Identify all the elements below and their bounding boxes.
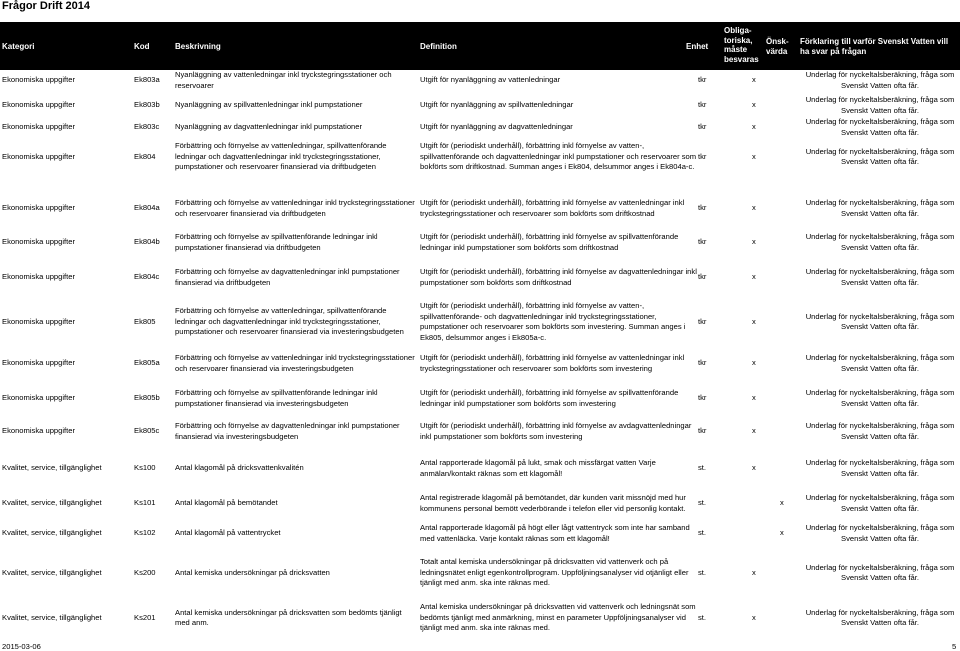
cell-kod: Ek803c bbox=[134, 122, 160, 131]
header-onskvarda: Önsk- värda bbox=[766, 37, 789, 56]
cell-obl: x bbox=[752, 151, 756, 161]
cell-obl: x bbox=[752, 358, 756, 367]
cell-cat: Ekonomiska uppgifter bbox=[2, 151, 76, 161]
cell-desc: Antal kemiska undersökningar på dricksvatten bbox=[175, 567, 330, 577]
cell-note: Underlag för nyckeltalsberäkning, fråga som Svenskt Vatten ofta får. bbox=[805, 311, 955, 332]
cell-enh: st. bbox=[698, 463, 707, 472]
cell-obl: x bbox=[752, 567, 756, 577]
cell-note: Underlag för nyckeltalsberäkning, fråga som Svenskt Vatten ofta får. bbox=[805, 523, 955, 543]
cell-def: Antal registrerade klagomål på bemötandet, där kunden varit missnöjd med hur kommunens personal bemött vederbörande i telefon eller vid personlig kontakt. bbox=[420, 493, 686, 513]
cell-note: Underlag för nyckeltalsberäkning, fråga som Svenskt Vatten ofta får. bbox=[805, 607, 955, 628]
cell-enh: tkr bbox=[698, 358, 707, 367]
cell-def: Utgift för nyanläggning av vattenledningar bbox=[420, 75, 561, 84]
cell-note: Underlag för nyckeltalsberäkning, fråga som Svenskt Vatten ofta får. bbox=[805, 421, 955, 441]
cell-desc: Antal kemiska undersökningar på dricksvatten som bedömts tjänligt med anm. bbox=[175, 607, 402, 628]
cell-kod: Ek804c bbox=[134, 272, 160, 281]
cell-desc: Antal klagomål på dricksvattenkvalitén bbox=[175, 463, 304, 472]
cell-desc: Förbättring och förnyelse av vattenledningar, spillvattenförande ledningar och dagvattenledningar inkl tryckstegringsstationer, pumpstationer och reservoarer finansierad via driftbudgeten bbox=[175, 141, 387, 172]
cell-kod: Ek804a bbox=[134, 203, 160, 212]
header-beskrivning: Beskrivning bbox=[175, 42, 221, 51]
cell-obl: x bbox=[752, 272, 756, 281]
cell-kod: Ek804b bbox=[134, 237, 160, 246]
cell-def: Utgift för nyanläggning av spillvattenledningar bbox=[420, 100, 574, 109]
cell-onsk: x bbox=[780, 498, 784, 507]
cell-cat: Ekonomiska uppgifter bbox=[2, 237, 76, 246]
cell-kod: Ks201 bbox=[134, 612, 156, 622]
cell-def: Utgift för (periodiskt underhåll), förbättring inkl förnyelse av vatten-, spillvattenförande och dagvattenledningar inkl pumpstationer och reservoarer som bokförts som driftkostnad. Summan anges i Ek804, delsummor anges i Ek804a-c. bbox=[420, 141, 697, 172]
cell-enh: tkr bbox=[698, 393, 707, 402]
cell-kod: Ek805c bbox=[134, 426, 160, 435]
table-header bbox=[0, 22, 960, 70]
cell-desc: Nyanläggning av vattenledningar inkl tryckstegringsstationer och reservoarer bbox=[175, 70, 392, 90]
cell-kod: Ek805b bbox=[134, 393, 160, 402]
cell-desc: Antal klagomål på bemötandet bbox=[175, 498, 278, 507]
cell-desc: Antal klagomål på vattentrycket bbox=[175, 528, 281, 537]
cell-note: Underlag för nyckeltalsberäkning, fråga som Svenskt Vatten ofta får. bbox=[805, 562, 955, 583]
cell-kod: Ek805a bbox=[134, 358, 160, 367]
cell-def: Utgift för (periodiskt underhåll), förbättring inkl förnyelse av vatten-, spillvattenförande- och dagvattenledningar inkl tryckstegringsstationer, pumpstationer och reservoarer som bokförts som investering. Summan anges i Ek805, delsummor anges i Ek805a-c. bbox=[420, 301, 686, 342]
header-obligatoriska: Obliga- toriska, måste besvaras bbox=[724, 26, 759, 64]
cell-note: Underlag för nyckeltalsberäkning, fråga som Svenskt Vatten ofta får. bbox=[805, 232, 955, 252]
cell-kod: Ek803a bbox=[134, 75, 160, 84]
cell-obl: x bbox=[752, 393, 756, 402]
cell-cat: Kvalitet, service, tillgänglighet bbox=[2, 612, 102, 622]
footer-date: 2015-03-06 bbox=[2, 642, 41, 651]
cell-cat: Kvalitet, service, tillgänglighet bbox=[2, 528, 102, 537]
cell-note: Underlag för nyckeltalsberäkning, fråga som Svenskt Vatten ofta får. bbox=[805, 146, 955, 167]
cell-cat: Kvalitet, service, tillgänglighet bbox=[2, 463, 102, 472]
cell-kod: Ks200 bbox=[134, 567, 156, 577]
cell-def: Utgift för (periodiskt underhåll), förbättring inkl förnyelse av spillvattenförande ledningar inkl pumpstationer som bokförts som driftkostnad bbox=[420, 232, 679, 252]
cell-note: Underlag för nyckeltalsberäkning, fråga som Svenskt Vatten ofta får. bbox=[805, 353, 955, 373]
cell-enh: st. bbox=[698, 528, 707, 537]
cell-cat: Ekonomiska uppgifter bbox=[2, 358, 76, 367]
cell-obl: x bbox=[752, 237, 756, 246]
cell-obl: x bbox=[752, 463, 756, 472]
cell-obl: x bbox=[752, 100, 756, 109]
cell-enh: tkr bbox=[698, 75, 707, 84]
cell-desc: Förbättring och förnyelse av vattenledningar inkl tryckstegringsstationer och reservoarer finansierad via driftbudgeten bbox=[175, 198, 415, 218]
cell-note: Underlag för nyckeltalsberäkning, fråga som Svenskt Vatten ofta får. bbox=[805, 458, 955, 478]
cell-enh: tkr bbox=[698, 122, 707, 131]
cell-note: Underlag för nyckeltalsberäkning, fråga som Svenskt Vatten ofta får. bbox=[805, 267, 955, 287]
cell-enh: tkr bbox=[698, 426, 707, 435]
cell-desc: Förbättring och förnyelse av spillvattenförande ledningar inkl pumpstationer finansierad via investeringsbudgeten bbox=[175, 388, 378, 408]
cell-enh: tkr bbox=[698, 272, 707, 281]
header-kategori: Kategori bbox=[2, 42, 35, 51]
cell-enh: st. bbox=[698, 567, 707, 577]
header-forklaring: Förklaring till varför Svenskt Vatten vill ha svar på frågan bbox=[800, 37, 949, 56]
cell-def: Utgift för nyanläggning av dagvattenledningar bbox=[420, 122, 573, 131]
cell-obl: x bbox=[752, 316, 756, 326]
cell-desc: Förbättring och förnyelse av dagvattenledningar inkl pumpstationer finansierad via investeringsbudgeten bbox=[175, 421, 400, 441]
cell-note: Underlag för nyckeltalsberäkning, fråga som Svenskt Vatten ofta får. bbox=[805, 388, 955, 408]
cell-enh: tkr bbox=[698, 237, 707, 246]
cell-enh: st. bbox=[698, 612, 707, 622]
header-kod: Kod bbox=[134, 42, 150, 51]
cell-cat: Ekonomiska uppgifter bbox=[2, 75, 76, 84]
header-enhet: Enhet bbox=[686, 42, 709, 51]
cell-obl: x bbox=[752, 426, 756, 435]
cell-def: Antal rapporterade klagomål på högt eller lågt vattentryck som inte har samband med vattenläcka. Varje kontakt räknas som ett klagomål! bbox=[420, 523, 690, 543]
cell-def: Utgift för (periodiskt underhåll), förbättring inkl förnyelse av spillvattenförande ledningar inkl pumpstationer som bokförts som investering bbox=[420, 388, 679, 408]
cell-kod: Ek805 bbox=[134, 316, 156, 326]
cell-desc: Förbättring och förnyelse av vattenledningar inkl tryckstegringsstationer och reservoarer finansierad via investeringsbudgeten bbox=[175, 353, 415, 373]
cell-enh: tkr bbox=[698, 316, 707, 326]
page-title: Frågor Drift 2014 bbox=[2, 0, 91, 12]
cell-def: Antal rapporterade klagomål på lukt, smak och missfärgat vatten Varje anmälan/kontakt räknas som ett klagomål! bbox=[420, 458, 656, 478]
cell-cat: Ekonomiska uppgifter bbox=[2, 426, 76, 435]
cell-kod: Ek803b bbox=[134, 100, 160, 109]
cell-cat: Ekonomiska uppgifter bbox=[2, 316, 76, 326]
page-number: 5 bbox=[952, 642, 957, 651]
cell-desc: Nyanläggning av dagvattenledningar inkl pumpstationer bbox=[175, 122, 363, 131]
cell-onsk: x bbox=[780, 528, 784, 537]
cell-cat: Kvalitet, service, tillgänglighet bbox=[2, 567, 102, 577]
cell-desc: Förbättring och förnyelse av spillvattenförande ledningar inkl pumpstationer finansierad via driftbudgeten bbox=[175, 232, 378, 252]
cell-def: Totalt antal kemiska undersökningar på dricksvatten vid vattenverk och på ledningsnätet enligt egenkontrollprogram. Uppföljningsanalyser vid otjänligt eller tjänligt med anm. ska inte räknas med. bbox=[420, 557, 689, 588]
cell-def: Utgift för (periodiskt underhåll), förbättring inkl förnyelse av vattenledningar inkl tryckstegringsstationer och reservoarer som bokförts som driftkostnad bbox=[420, 198, 685, 218]
cell-cat: Ekonomiska uppgifter bbox=[2, 203, 76, 212]
cell-kod: Ks101 bbox=[134, 498, 156, 507]
cell-cat: Ekonomiska uppgifter bbox=[2, 393, 76, 402]
cell-obl: x bbox=[752, 75, 756, 84]
cell-note: Underlag för nyckeltalsberäkning, fråga som Svenskt Vatten ofta får. bbox=[805, 70, 955, 90]
cell-def: Utgift för (periodiskt underhåll), förbättring inkl förnyelse av avdagvattenledningar inkl pumpstationer som bokförts som investering bbox=[420, 421, 692, 441]
cell-obl: x bbox=[752, 612, 756, 622]
cell-def: Antal kemiska undersökningar på dricksvatten vid vattenverk och ledningsnät som bedömts tjänligt med anmärkning, minst en parameter Uppföljningsanalyser vid tjänligt med anm. ska inte räknas med. bbox=[420, 602, 696, 633]
cell-obl: x bbox=[752, 122, 756, 131]
cell-kod: Ks102 bbox=[134, 528, 156, 537]
cell-desc: Nyanläggning av spillvattenledningar inkl pumpstationer bbox=[175, 100, 363, 109]
cell-cat: Kvalitet, service, tillgänglighet bbox=[2, 498, 102, 507]
cell-enh: tkr bbox=[698, 100, 707, 109]
cell-enh: st. bbox=[698, 498, 707, 507]
cell-note: Underlag för nyckeltalsberäkning, fråga som Svenskt Vatten ofta får. bbox=[805, 198, 955, 218]
cell-desc: Förbättring och förnyelse av dagvattenledningar inkl pumpstationer finansierad via driftbudgeten bbox=[175, 267, 400, 287]
cell-note: Underlag för nyckeltalsberäkning, fråga som Svenskt Vatten ofta får. bbox=[805, 95, 955, 115]
cell-cat: Ekonomiska uppgifter bbox=[2, 122, 76, 131]
cell-note: Underlag för nyckeltalsberäkning, fråga som Svenskt Vatten ofta får. bbox=[805, 117, 955, 137]
cell-kod: Ks100 bbox=[134, 463, 156, 472]
cell-cat: Ekonomiska uppgifter bbox=[2, 100, 76, 109]
cell-note: Underlag för nyckeltalsberäkning, fråga som Svenskt Vatten ofta får. bbox=[805, 493, 955, 513]
cell-desc: Förbättring och förnyelse av vattenledningar, spillvattenförande ledningar och dagvattenledningar inkl tryckstegringsstationer, pumpstationer och reservoarer finansierad via investeringsbudgeten bbox=[175, 306, 404, 337]
cell-cat: Ekonomiska uppgifter bbox=[2, 272, 76, 281]
header-definition: Definition bbox=[420, 42, 457, 51]
cell-obl: x bbox=[752, 203, 756, 212]
cell-def: Utgift för (periodiskt underhåll), förbättring inkl förnyelse av vattenledningar inkl tryckstegringsstationer och reservoarer som bokförts som investering bbox=[420, 353, 685, 373]
cell-def: Utgift för (periodiskt underhåll), förbättring inkl förnyelse av dagvattenledningar inkl pumpstationer som bokförts som driftkostnad bbox=[420, 267, 697, 287]
cell-enh: tkr bbox=[698, 203, 707, 212]
cell-enh: tkr bbox=[698, 151, 707, 161]
cell-kod: Ek804 bbox=[134, 151, 156, 161]
